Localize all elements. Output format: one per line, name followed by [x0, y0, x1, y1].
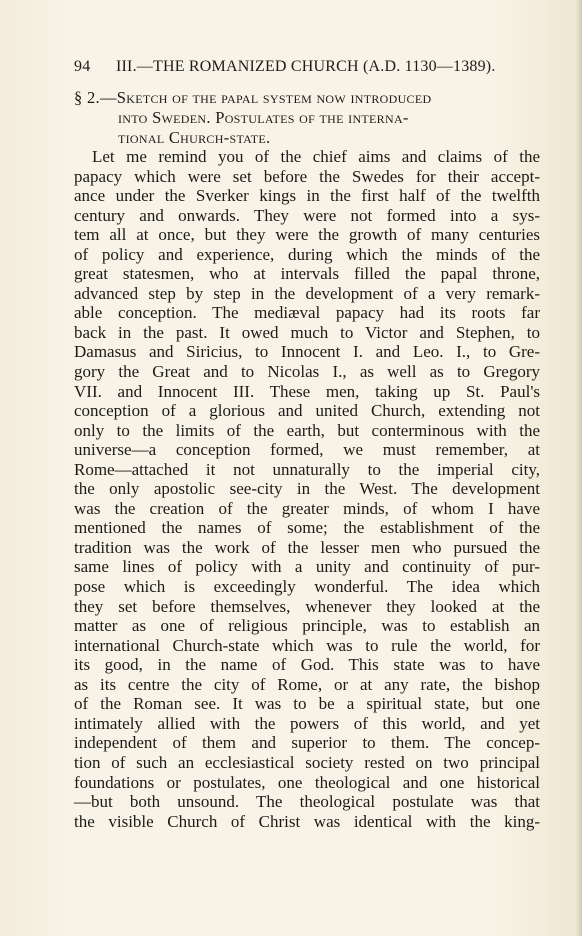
text-line: pose which is exceedingly wonderful. The idea which — [74, 577, 540, 597]
text-line: the visible Church of Christ was identical with the king- — [74, 811, 540, 831]
text-line: intimately allied with the powers of this world, and yet — [74, 713, 540, 733]
text-line: independent of them and superior to them. The concep- — [74, 733, 540, 753]
text-line: able conception. The mediæval papacy had its roots far — [74, 303, 540, 323]
text-line: mentioned the names of some; the establishment of the — [74, 518, 540, 538]
text-line: gory the Great and to Nicolas I., as well as to Gregory — [74, 362, 540, 382]
text-line: VII. and Innocent III. These men, taking up St. Paul's — [74, 381, 540, 401]
text-line: Damasus and Siricius, to Innocent I. and Leo. I., to Gre- — [74, 342, 540, 362]
text-line: only to the limits of the earth, but conterminous with the — [74, 420, 540, 440]
text-line: century and onwards. They were not formed into a sys- — [74, 205, 540, 225]
text-line: great statesmen, who at intervals filled the papal throne, — [74, 264, 540, 284]
text-line: was the creation of the greater minds, of whom I have — [74, 498, 540, 518]
text-line: the only apostolic see-city in the West. The development — [74, 479, 540, 499]
text-line: —but both unsound. The theological postulate was that — [74, 792, 540, 812]
text-line: of the Roman see. It was to be a spiritual state, but one — [74, 694, 540, 714]
section-heading-line: tional Church-state. — [118, 128, 271, 147]
page-edge-shadow — [576, 0, 582, 936]
text-line: foundations or postulates, one theological and one historical — [74, 772, 540, 792]
section-heading-line: § 2.—Sketch of the papal system now introduced — [74, 88, 432, 107]
text-line: tradition was the work of the lesser men who pursued the — [74, 537, 540, 557]
text-line: matter as one of religious principle, was to establish an — [74, 616, 540, 636]
text-line: back in the past. It owed much to Victor and Stephen, to — [74, 322, 540, 342]
text-line: they set before themselves, whenever they looked at the — [74, 596, 540, 616]
text-line: Let me remind you of the chief aims and claims of the — [92, 147, 540, 166]
text-line: international Church-state which was to rule the world, for — [74, 635, 540, 655]
section-heading-line: into Sweden. Postulates of the interna- — [118, 108, 409, 127]
running-header — [74, 58, 544, 76]
text-line: its good, in the name of God. This state was to have — [74, 655, 540, 675]
section-heading — [74, 88, 544, 148]
text-line: conception of a glorious and united Church, extending not — [74, 401, 540, 421]
running-title: III.—THE ROMANIZED CHURCH (A.D. 1130—1389). — [116, 58, 496, 75]
text-line: same lines of policy with a unity and continuity of pur- — [74, 557, 540, 577]
text-line: advanced step by step in the development of a very remark- — [74, 283, 540, 303]
text-line: of policy and experience, during which the minds of the — [74, 244, 540, 264]
text-line: universe—a conception formed, we must remember, at — [74, 440, 540, 460]
text-line: tem all at once, but they were the growth of many centuries — [74, 225, 540, 245]
page-number: 94 — [74, 58, 91, 75]
text-line: ance under the Sverker kings in the first half of the twelfth — [74, 186, 540, 206]
text-line: tion of such an ecclesiastical society rested on two principal — [74, 752, 540, 772]
text-line: Rome—attached it not unnaturally to the imperial city, — [74, 459, 540, 479]
text-line: papacy which were set before the Swedes for their accept- — [74, 166, 540, 186]
text-line: as its centre the city of Rome, or at any rate, the bishop — [74, 674, 540, 694]
body-paragraph — [74, 147, 540, 831]
